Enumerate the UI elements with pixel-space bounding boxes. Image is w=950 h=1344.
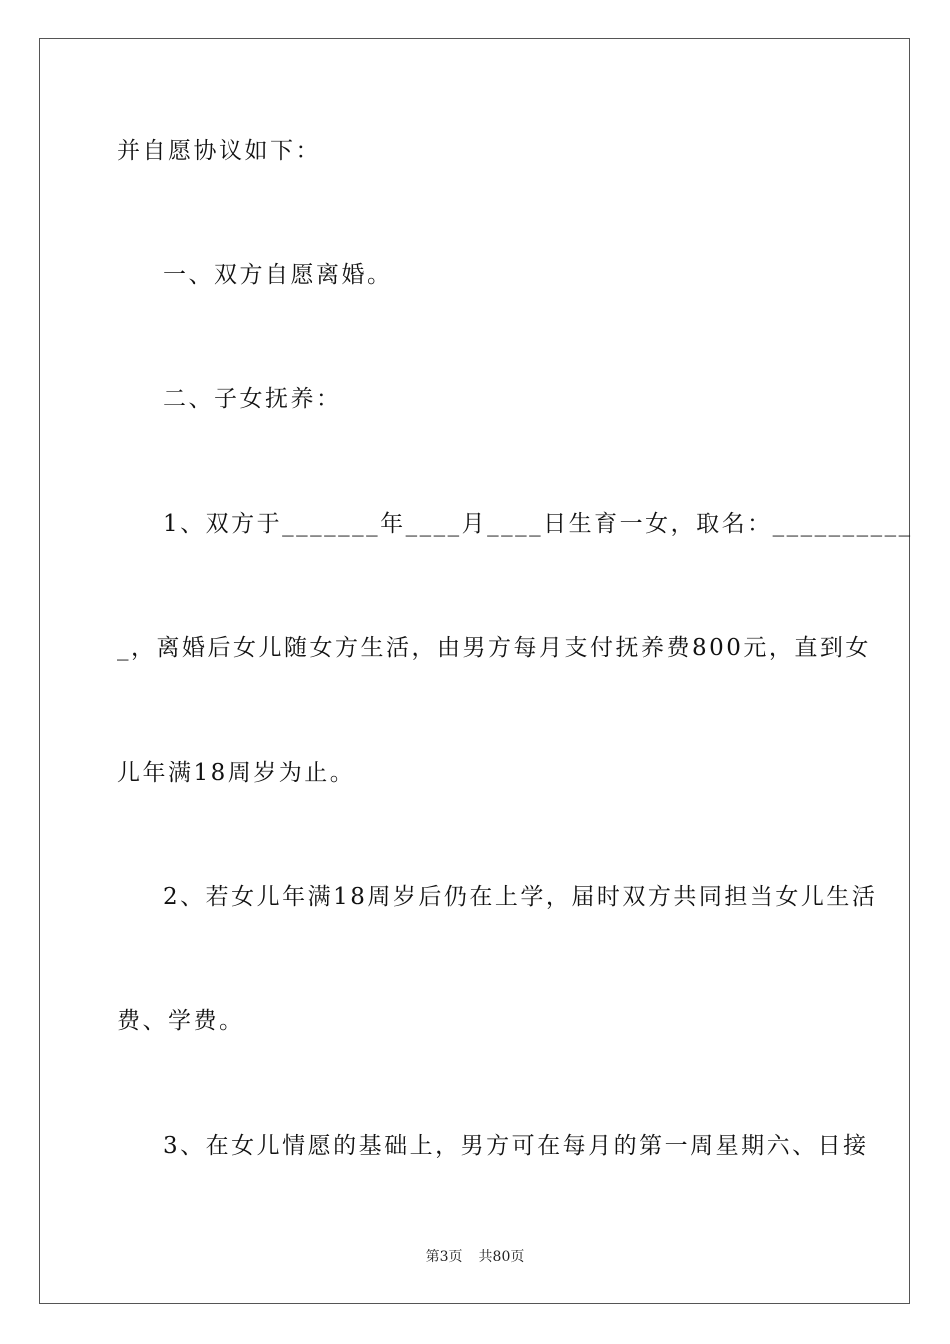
text-line: 一、双方自愿离婚。 xyxy=(163,262,393,288)
page-total: 共80页 xyxy=(478,1249,525,1265)
page-frame xyxy=(39,38,913,1304)
text-line: _，离婚后女儿随女方生活，由男方每月支付抚养费800元，直到女 xyxy=(117,635,871,661)
text-line: 二、子女抚养： xyxy=(163,386,342,412)
page-footer xyxy=(0,1248,950,1266)
text-line: 并自愿协议如下： xyxy=(117,138,321,164)
page-number: 第3页 xyxy=(425,1249,463,1265)
text-line: 儿年满18周岁为止。 xyxy=(117,760,356,786)
text-line: 3、在女儿情愿的基础上，男方可在每月的第一周星期六、日接 xyxy=(163,1133,869,1159)
text-line: 费、学费。 xyxy=(117,1008,245,1034)
text-line: 2、若女儿年满18周岁后仍在上学，届时双方共同担当女儿生活 xyxy=(163,884,878,910)
text-line: 1、双方于_______年____月____日生育一女，取名：__________ xyxy=(163,511,913,537)
